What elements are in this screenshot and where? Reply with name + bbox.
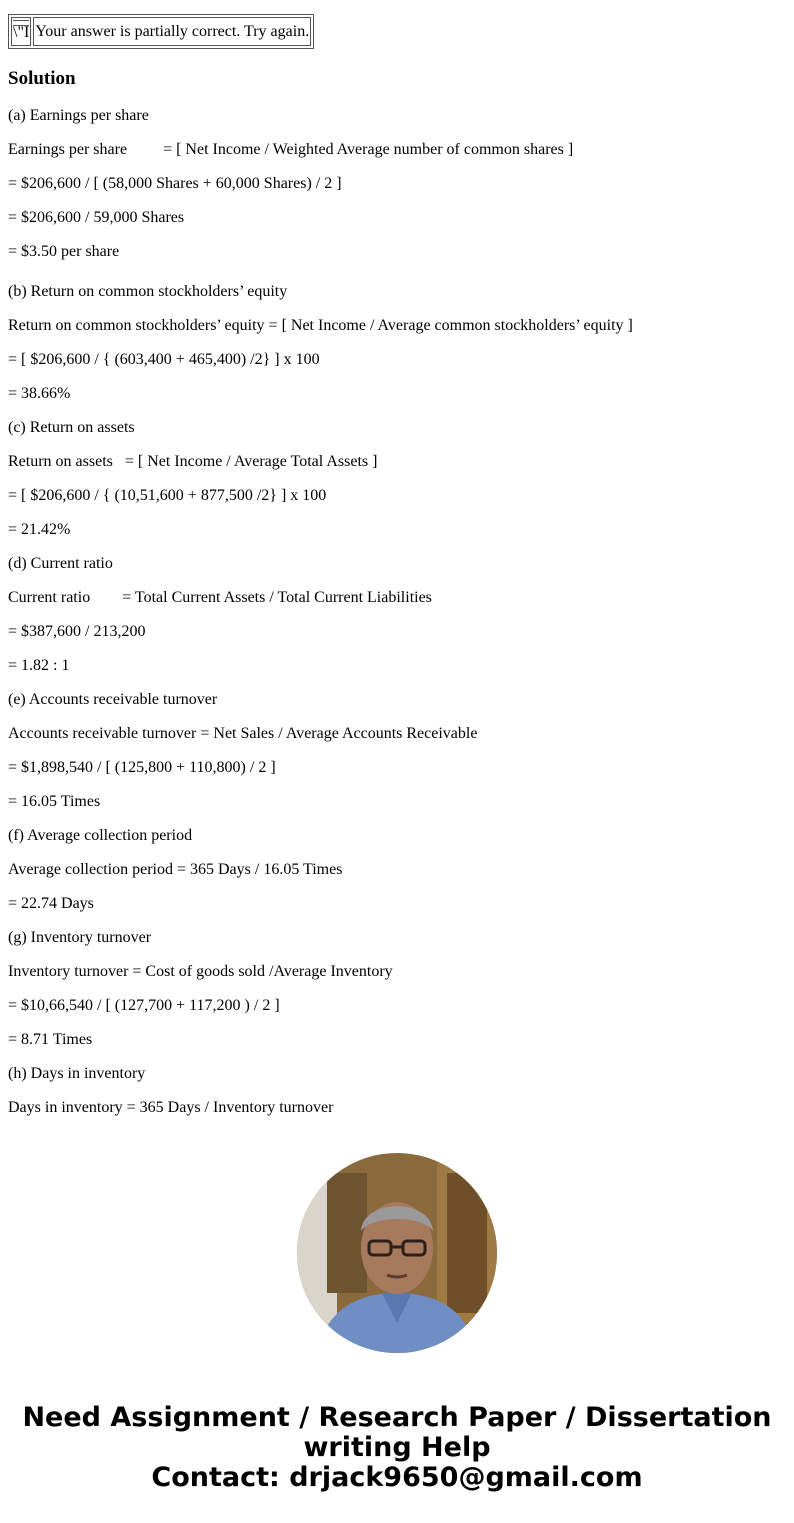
solution-line: (a) Earnings per share [8,107,149,124]
solution-line: = 38.66% [8,385,71,402]
feedback-table [8,14,314,49]
solution-line: = $1,898,540 / [ (125,800 + 110,800) / 2 ] [8,759,276,776]
solution-line: = 22.74 Days [8,895,94,912]
solution-line: = [ $206,600 / { (10,51,600 + 877,500 /2} ] x 100 [8,487,327,504]
solution-line: Return on common stockholders’ equity = [ Net Income / Average common stockholders’ equity ] [8,317,633,334]
promo-line-1: Need Assignment / Research Paper / Dissertation [22,1402,772,1433]
solution-line: (h) Days in inventory [8,1065,146,1082]
solution-line: = $206,600 / 59,000 Shares [8,209,185,226]
solution-body [8,105,788,1122]
feedback-prefix-cell [11,17,31,46]
solution-heading: Solution [8,68,76,89]
solution-line: Average collection period = 365 Days / 16.05 Times [8,861,343,878]
solution-line: = $3.50 per share [8,243,120,260]
promo-text [0,1403,794,1493]
solution-line: (d) Current ratio [8,555,113,572]
solution-line: = 1.82 : 1 [8,657,70,674]
solution-line: = $10,66,540 / [ (127,700 + 117,200 ) / 2 ] [8,997,280,1014]
feedback-prefix: \"I [13,24,30,41]
promo-contact: Contact: drjack9650@gmail.com [151,1462,643,1493]
solution-line: (b) Return on common stockholders’ equity [8,283,288,300]
author-avatar [297,1153,497,1353]
feedback-message: Your answer is partially correct. Try again. [33,17,311,46]
solution-line: Days in inventory = 365 Days / Inventory turnover [8,1099,334,1116]
solution-line: (c) Return on assets [8,419,135,436]
solution-line: Accounts receivable turnover = Net Sales / Average Accounts Receivable [8,725,478,742]
solution-line: = [ $206,600 / { (603,400 + 465,400) /2} ] x 100 [8,351,320,368]
author-portrait [297,1153,497,1353]
solution-line: (f) Average collection period [8,827,193,844]
solution-line: = 21.42% [8,521,71,538]
promo-line-2: writing Help [303,1432,491,1463]
solution-line: Return on assets = [ Net Income / Average Total Assets ] [8,453,378,470]
solution-line: (g) Inventory turnover [8,929,152,946]
solution-line: = 8.71 Times [8,1031,93,1048]
solution-line: Current ratio = Total Current Assets / Total Current Liabilities [8,589,432,606]
solution-line: (e) Accounts receivable turnover [8,691,218,708]
solution-line: = 16.05 Times [8,793,101,810]
solution-line: Earnings per share = [ Net Income / Weighted Average number of common shares ] [8,141,574,158]
solution-line: = $206,600 / [ (58,000 Shares + 60,000 Shares) / 2 ] [8,175,342,192]
solution-line: Inventory turnover = Cost of goods sold /Average Inventory [8,963,393,980]
solution-line: = $387,600 / 213,200 [8,623,146,640]
